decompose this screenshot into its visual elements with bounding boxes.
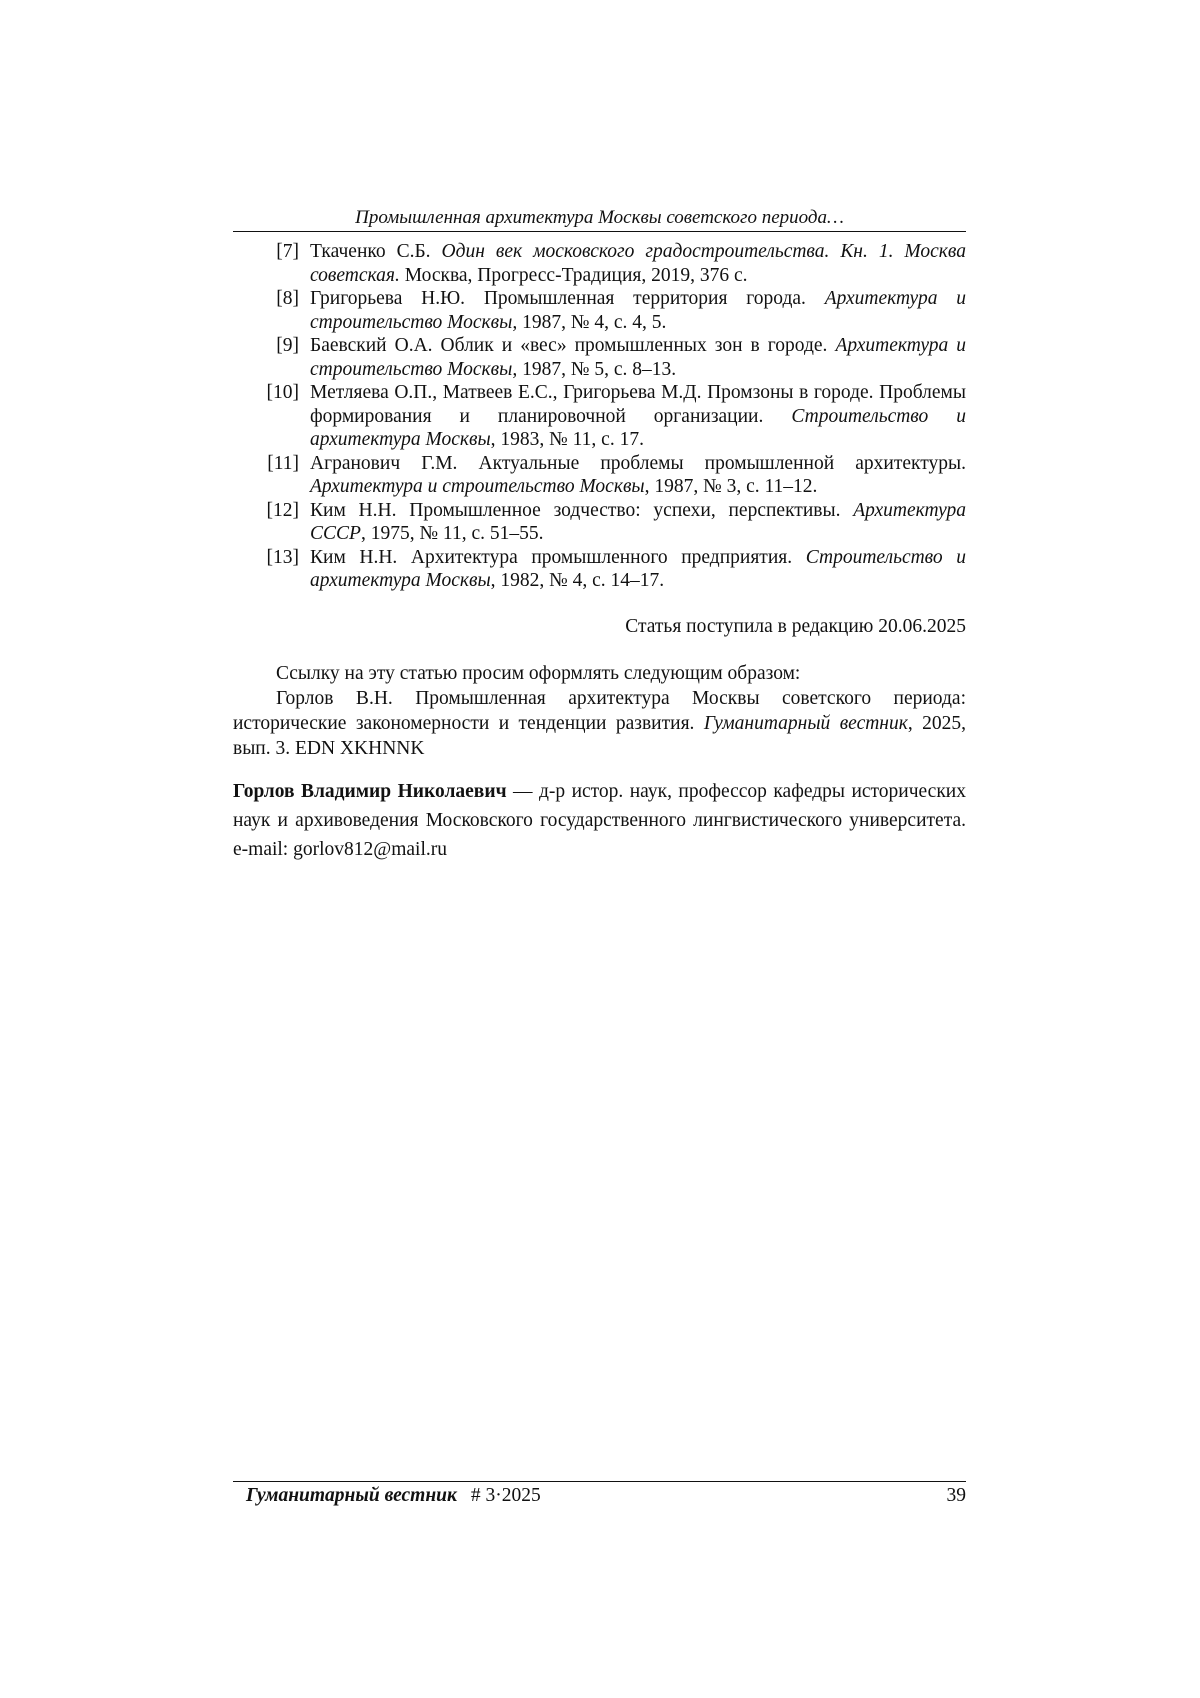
footer-issue: # 3·2025 [470, 1485, 541, 1506]
footer-rule [233, 1481, 966, 1482]
citation-journal: Гуманитарный вестник [703, 713, 908, 734]
header-rule [233, 231, 966, 232]
reference-number: [12] [266, 499, 299, 521]
author-bio: — д-р истор. наук, профессор кафедры исторических наук и архивоведения Московского государственного лингвистического университета. e-mail: gorlov812@mail.ru [233, 781, 966, 860]
citation-block [233, 661, 966, 761]
reference-number: [13] [266, 546, 299, 568]
received-date: Статья поступила в редакцию 20.06.2025 [625, 616, 966, 637]
reference-item: [11] Агранович Г.М. Актуальные проблемы промышленной архитектуры. Архитектура и строительство Москвы, 1987, № 3, с. 11–12. [233, 452, 966, 499]
footer-journal-title: Гуманитарный вестник [246, 1485, 457, 1506]
author-name: Горлов Владимир Николаевич [233, 781, 507, 802]
page-footer [233, 1484, 966, 1508]
reference-item: [9] Баевский О.А. Облик и «вес» промышленных зон в городе. Архитектура и строительство Москвы, 1987, № 5, с. 8–13. [233, 334, 966, 381]
reference-item: [7] Ткаченко С.Б. Один век московского градостроительства. Кн. 1. Москва советская. Москва, Прогресс-Традиция, 2019, 376 с. [233, 240, 966, 287]
reference-number: [7] [276, 241, 299, 262]
running-title: Промышленная архитектура Москвы советского периода… [355, 207, 844, 228]
reference-number: [9] [276, 335, 299, 356]
reference-item: [8] Григорьева Н.Ю. Промышленная территория города. Архитектура и строительство Москвы, 1987, № 4, с. 4, 5. [233, 287, 966, 334]
reference-item: [12] Ким Н.Н. Промышленное зодчество: успехи, перспективы. Архитектура СССР, 1975, № 11, с. 51–55. [233, 499, 966, 546]
reference-number: [11] [267, 452, 299, 474]
citation-text: Горлов В.Н. Промышленная архитектура Москвы советского периода: исторические закономерности и тенденции развития. Гуманитарный вестник, 2025, вып. 3. EDN XKHNNK [233, 688, 967, 759]
reference-number: [8] [276, 288, 299, 309]
author-info [233, 777, 966, 864]
reference-item: [10] Метляева О.П., Матвеев Е.С., Григорьева М.Д. Промзоны в городе. Проблемы формирования и планировочной организации. Строительство и архитектура Москвы, 1983, № 11, с. 17. [233, 381, 966, 452]
reference-number: [10] [266, 382, 299, 403]
reference-list [233, 240, 966, 593]
reference-item: [13] Ким Н.Н. Архитектура промышленного предприятия. Строительство и архитектура Москвы, 1982, № 4, с. 14–17. [233, 546, 966, 593]
citation-intro: Ссылку на эту статью просим оформлять следующим образом: [276, 663, 801, 684]
page-number: 39 [946, 1485, 966, 1506]
